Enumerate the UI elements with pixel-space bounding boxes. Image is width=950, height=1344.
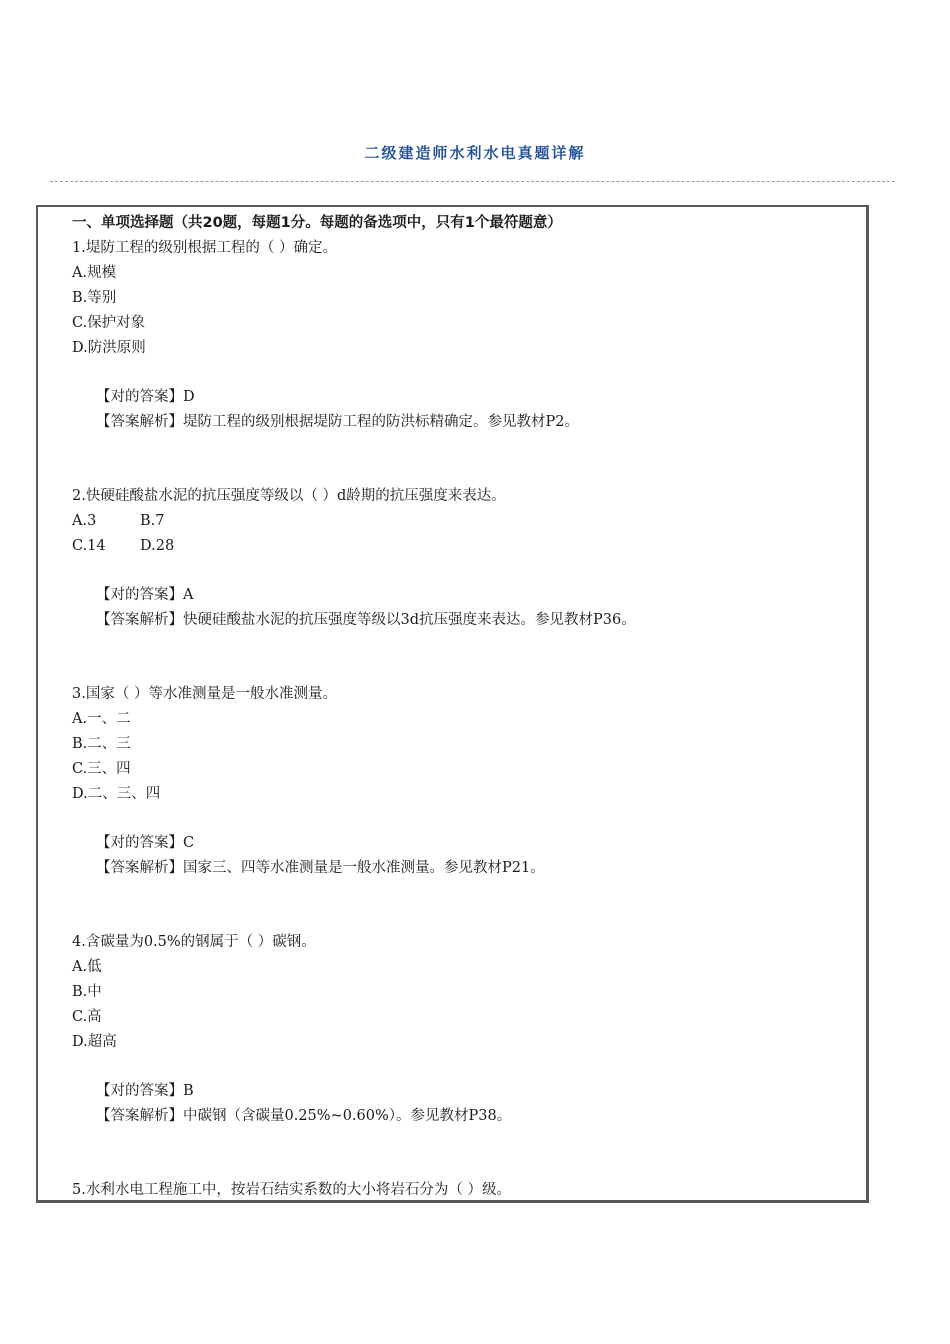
option-a: A.3 [72,513,97,529]
section-heading: 一、单项选择题（共20题，每题1分。每题的备选项中，只有1个最符题意） [72,215,562,231]
analysis-line [72,608,856,633]
option-b: B.等别 [72,290,117,306]
option-a: A.规模 [72,265,117,281]
option-a: A.一、二 [72,711,131,727]
answer-label: 【对的答案】 [96,1083,183,1099]
option-c: C.高 [72,1009,102,1025]
analysis-label: 【答案解析】 [96,860,183,876]
analysis-line [72,410,856,435]
option-b: B.7 [140,513,165,529]
option-b: B.二、三 [72,736,131,752]
answer-line [72,583,856,608]
answer-label: 【对的答案】 [96,587,183,603]
option-a: A.低 [72,959,102,975]
question-stem: 5.水利水电工程施工中，按岩石结实系数的大小将岩石分为（ ）级。 [72,1182,511,1198]
option-d: D.28 [140,538,175,554]
option-c: C.14 [72,538,106,554]
answer-label: 【对的答案】 [96,389,183,405]
question-stem: 1.堤防工程的级别根据工程的（ ）确定。 [72,240,337,256]
option-c: C.三、四 [72,761,131,777]
answer-label: 【对的答案】 [96,835,183,851]
analysis-label: 【答案解析】 [96,612,183,628]
title-divider [50,181,895,182]
option-d: D.超高 [72,1034,117,1050]
question-stem: 4.含碳量为0.5%的钢属于（ ）碳钢。 [72,934,316,950]
question-stem: 2.快硬硅酸盐水泥的抗压强度等级以（ ）d龄期的抗压强度来表达。 [72,488,506,504]
option-row [72,509,856,534]
answer-line [72,385,856,410]
analysis-text: 中碳钢（含碳量0.25%~0.60%）。参见教材P38。 [183,1108,512,1124]
answer-value: C [183,835,195,851]
option-d: D.防洪原则 [72,340,146,356]
option-c: C.保护对象 [72,315,146,331]
analysis-label: 【答案解析】 [96,1108,183,1124]
analysis-text: 快硬硅酸盐水泥的抗压强度等级以3d抗压强度来表达。参见教材P36。 [183,612,636,628]
answer-line [72,831,856,856]
analysis-label: 【答案解析】 [96,414,183,430]
option-b: B.中 [72,984,102,1000]
question-stem: 3.国家（ ）等水准测量是一般水准测量。 [72,686,337,702]
analysis-text: 堤防工程的级别根据堤防工程的防洪标精确定。参见教材P2。 [183,414,579,430]
question-content [72,211,856,1203]
answer-line [72,1079,856,1104]
option-d: D.二、三、四 [72,786,161,802]
analysis-line [72,856,856,881]
analysis-line [72,1104,856,1129]
document-title: 二级建造师水利水电真题详解 [364,144,586,162]
analysis-text: 国家三、四等水准测量是一般水准测量。参见教材P21。 [183,860,545,876]
option-row [72,534,856,559]
question-frame [36,205,869,1203]
answer-value: A [183,587,194,603]
answer-value: B [183,1083,194,1099]
answer-value: D [183,389,195,405]
